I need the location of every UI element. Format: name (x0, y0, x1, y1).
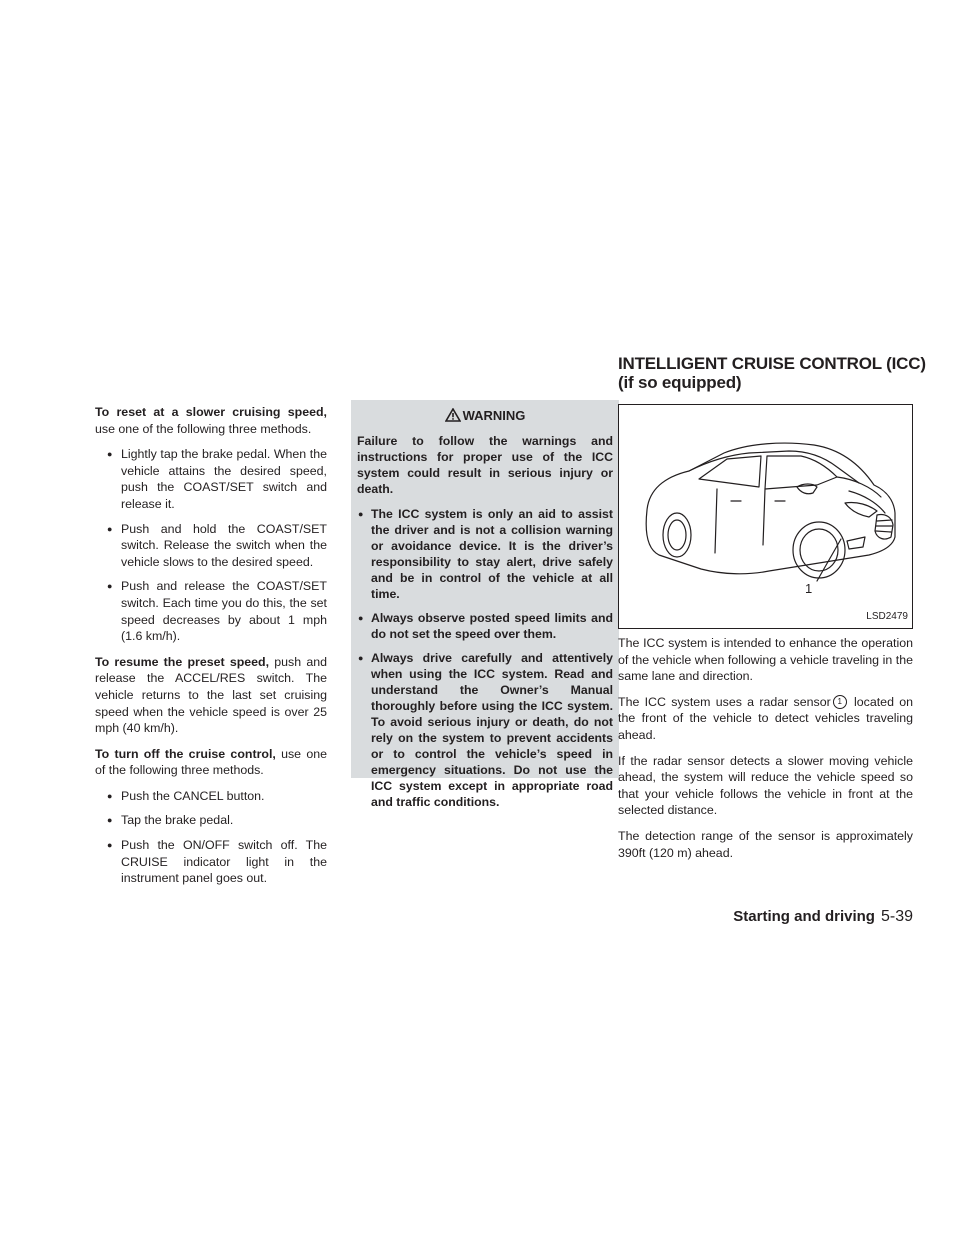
warning-list (357, 506, 613, 810)
section-title (618, 354, 938, 392)
page-footer (700, 908, 913, 926)
list-item: ● Push the CANCEL button. (121, 788, 327, 805)
left-column (95, 404, 327, 896)
warning-heading-text: WARNING (462, 408, 526, 423)
turn-off-lead: To turn off the cruise control, (95, 746, 276, 761)
slower-speed-paragraph (95, 404, 327, 437)
list-item: ● Tap the brake pedal. (121, 812, 327, 829)
resume-speed-lead: To resume the preset speed, (95, 654, 270, 669)
warning-box (351, 400, 619, 809)
callout-marker-1: 1 (833, 695, 847, 709)
radar-sensor-text-after: located on the front of the vehicle to detect vehicles traveling ahead. (618, 694, 914, 742)
right-column (618, 404, 913, 870)
turn-off-list (95, 788, 327, 887)
car-illustration (619, 405, 912, 628)
list-item: ● Push the ON/OFF switch off. The CRUISE indicator light in the instrument panel goes out. (121, 837, 327, 887)
slower-speed-text: use one of the following three methods. (95, 421, 312, 436)
figure-code: LSD2479 (866, 611, 908, 623)
page-number: 5-39 (880, 908, 913, 925)
list-item: ● Push and hold the COAST/SET switch. Release the switch when the vehicle slows to the desired speed. (121, 521, 327, 571)
list-item: ● Push and release the COAST/SET switch. Each time you do this, the set speed decreases by about 1 mph (1.6 km/h). (121, 578, 327, 644)
radar-sensor-figure (618, 404, 913, 629)
warning-intro: Failure to follow the warnings and instructions for proper use of the ICC system could result in serious injury or death. (357, 433, 613, 496)
list-item: ● The ICC system is only an aid to assist the driver and is not a collision warning or avoidance device. It is the driver’s responsibility to stay alert, drive safely and be in control of the vehicle at all time. (371, 506, 613, 602)
list-item: ● Always observe posted speed limits and do not set the speed over them. (371, 610, 613, 642)
icc-intro-paragraph: The ICC system is intended to enhance the operation of the vehicle when following a vehicle traveling in the same lane and direction. (618, 636, 913, 684)
resume-speed-paragraph (95, 654, 327, 737)
slower-vehicle-paragraph: If the radar sensor detects a slower moving vehicle ahead, the system will reduce the vehicle speed so that your vehicle follows the vehicle in front at the selected distance. (618, 753, 913, 818)
list-item: ● Always drive carefully and attentively when using the ICC system. Read and understand the Owner’s Manual thoroughly before using the ICC system. To avoid serious injury or death, do not rely on the system to prevent accidents or to control the vehicle’s speed in emergency situations. Do not use the ICC system except in appropriate road and traffic conditions. (371, 650, 613, 810)
resume-speed-text: push and release the ACCEL/RES switch. The vehicle returns to the last set cruising speed when the vehicle speed is over 25 mph (40 km/h). (95, 654, 327, 736)
turn-off-text: use one of the following three methods. (95, 746, 327, 778)
chapter-title: Starting and driving (733, 908, 875, 925)
figure-callout-1: 1 (805, 581, 813, 596)
radar-sensor-paragraph (618, 694, 913, 744)
slower-speed-list (95, 446, 327, 645)
detection-range-paragraph: The detection range of the sensor is approximately 390ft (120 m) ahead. (618, 828, 913, 860)
section-title-line1: INTELLIGENT CRUISE CONTROL (ICC) (618, 354, 926, 373)
turn-off-paragraph (95, 746, 327, 779)
list-item: ● Lightly tap the brake pedal. When the vehicle attains the desired speed, push the COAST/SET switch and release it. (121, 446, 327, 512)
radar-sensor-text-before: The ICC system uses a radar sensor (618, 694, 831, 709)
slower-speed-lead: To reset at a slower cruising speed, (95, 405, 327, 419)
warning-triangle-icon (445, 408, 461, 422)
warning-heading (357, 408, 613, 425)
section-title-line2: (if so equipped) (618, 373, 742, 392)
